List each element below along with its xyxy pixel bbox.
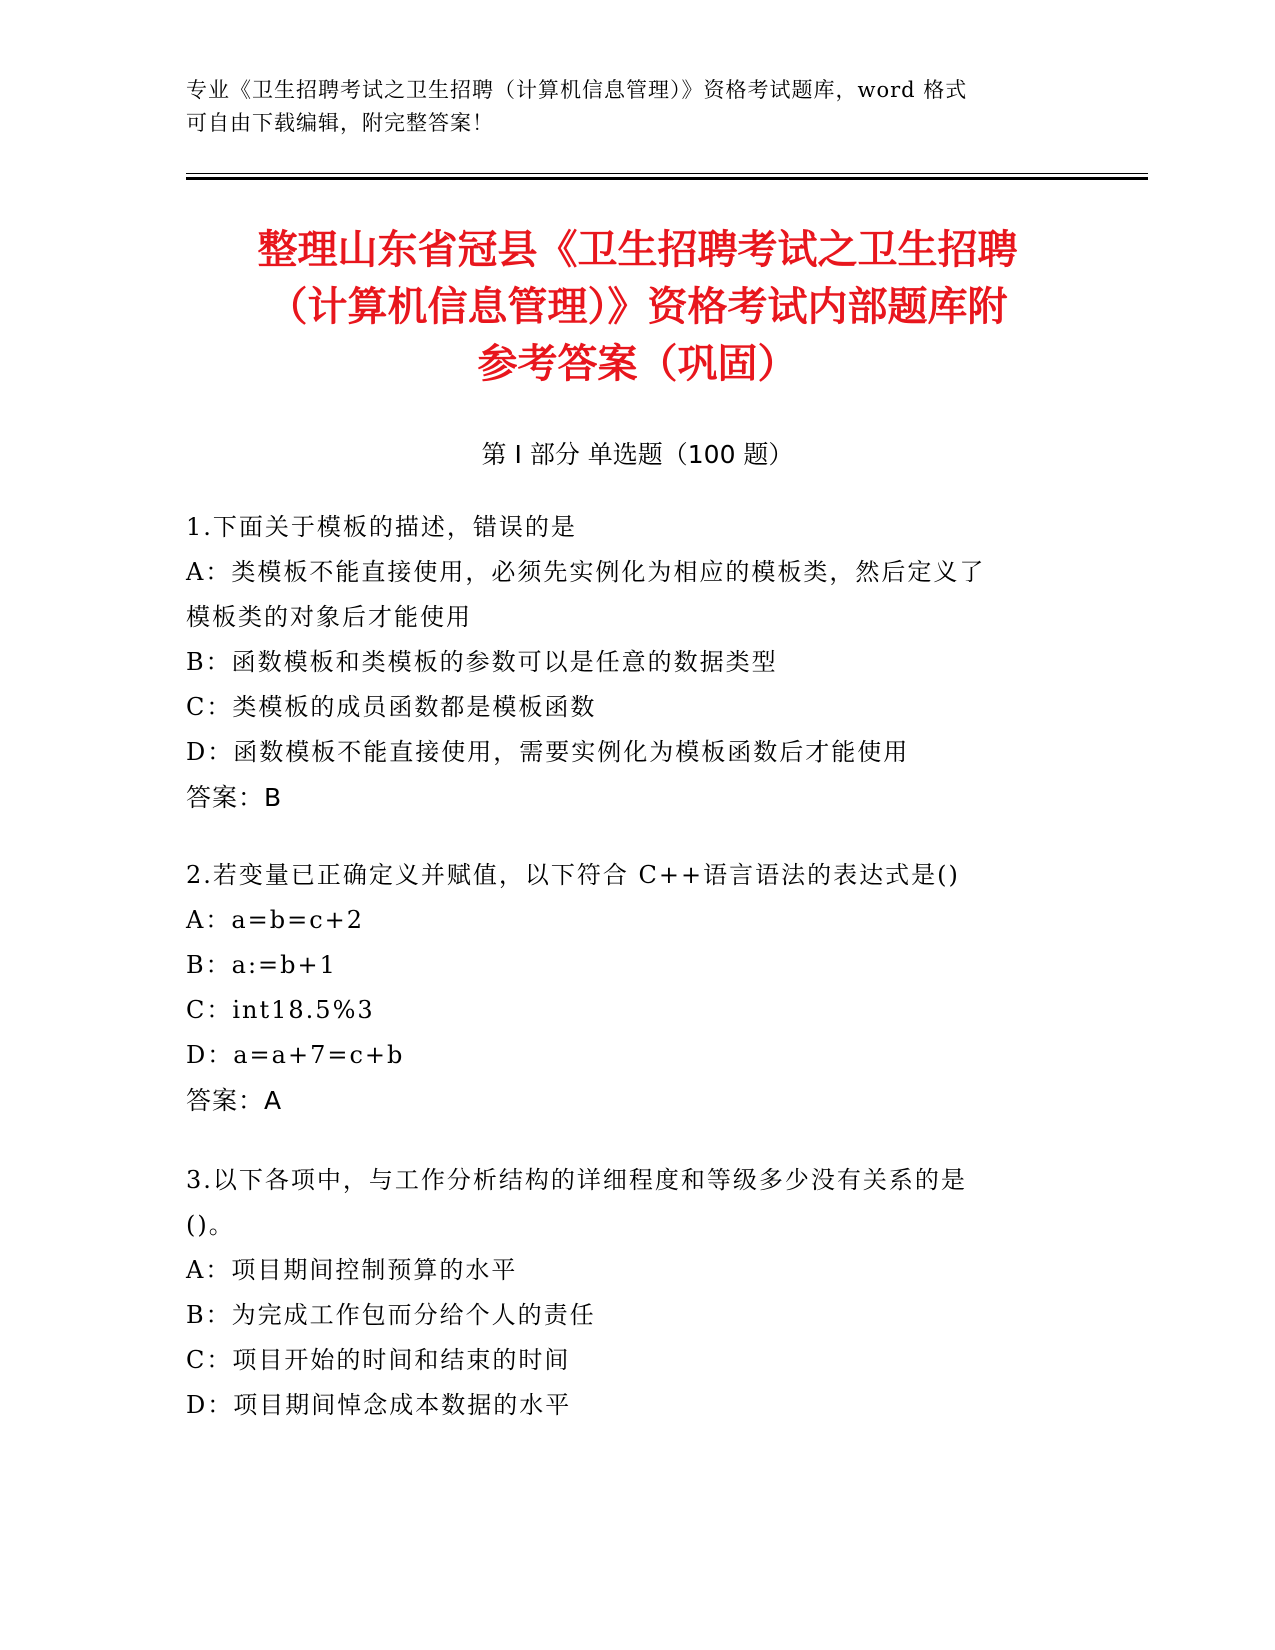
document-title-line-1: 整理山东省冠县《卫生招聘考试之卫生招聘 (257, 227, 1018, 273)
option-d: D：a=a+7=c+b (186, 1041, 405, 1069)
question-2 (186, 853, 1066, 1123)
option-a-line-1: A：类模板不能直接使用，必须先实例化为相应的模板类，然后定义了 (186, 558, 986, 586)
question-stem: 2.若变量已正确定义并赋值，以下符合 C++语言语法的表达式是() (186, 861, 960, 889)
header-note-line-1: 专业《卫生招聘考试之卫生招聘（计算机信息管理）》资格考试题库，word 格式 (186, 78, 968, 102)
option-a: A：项目期间控制预算的水平 (186, 1256, 518, 1284)
option-c: C：类模板的成员函数都是模板函数 (186, 693, 597, 721)
option-b: B：为完成工作包而分给个人的责任 (186, 1301, 596, 1329)
question-1 (186, 505, 1066, 820)
option-c: C：int18.5%3 (186, 996, 375, 1024)
answer: 答案：A (186, 1086, 283, 1115)
header-rule-thick (186, 177, 1148, 180)
question-stem-line-2: ()。 (186, 1211, 235, 1239)
section-heading: 第 I 部分 单选题（100 题） (481, 440, 794, 469)
option-c: C：项目开始的时间和结束的时间 (186, 1346, 571, 1374)
document-title-line-3: 参考答案（巩固） (477, 341, 798, 387)
document-title (170, 222, 1105, 393)
option-d: D：项目期间悼念成本数据的水平 (186, 1391, 572, 1419)
answer: 答案：B (186, 783, 283, 812)
option-a-line-2: 模板类的对象后才能使用 (186, 603, 472, 631)
question-3 (186, 1158, 1066, 1428)
header-rule-thin (186, 173, 1148, 174)
question-stem: 1.下面关于模板的描述，错误的是 (186, 513, 577, 541)
option-a (186, 550, 1066, 640)
option-d: D：函数模板不能直接使用，需要实例化为模板函数后才能使用 (186, 738, 910, 766)
option-a: A：a=b=c+2 (186, 906, 365, 934)
document-title-line-2: （计算机信息管理）》资格考试内部题库附 (267, 284, 1008, 330)
header-note (186, 74, 1086, 140)
question-stem (186, 1158, 1066, 1248)
question-stem-line-1: 3.以下各项中，与工作分析结构的详细程度和等级多少没有关系的是 (186, 1166, 967, 1194)
option-b: B：a:=b+1 (186, 951, 337, 979)
option-b: B：函数模板和类模板的参数可以是任意的数据类型 (186, 648, 778, 676)
header-note-line-2: 可自由下载编辑，附完整答案！ (186, 111, 494, 135)
